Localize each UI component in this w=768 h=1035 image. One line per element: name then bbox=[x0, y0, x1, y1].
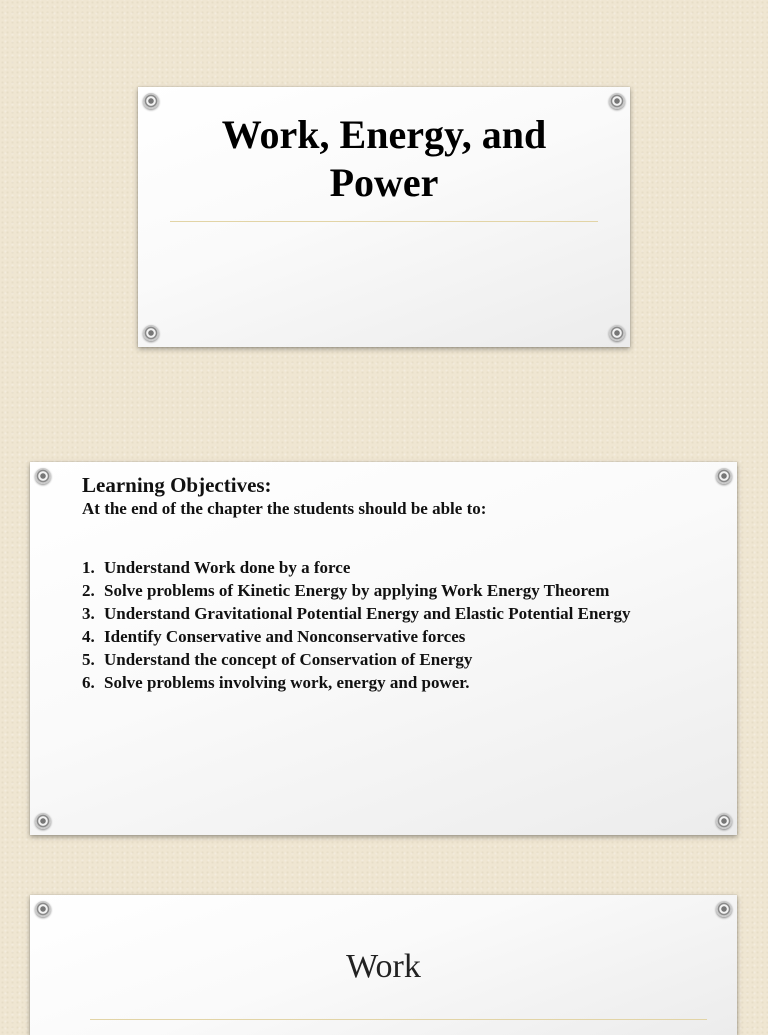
objective-item bbox=[82, 602, 642, 625]
objective-number: 2. bbox=[82, 581, 95, 600]
pushpin-icon bbox=[609, 325, 625, 341]
objective-text: Solve problems involving work, energy and power. bbox=[104, 673, 470, 692]
pushpin-icon bbox=[609, 93, 625, 109]
objective-number: 4. bbox=[82, 627, 95, 646]
work-divider bbox=[90, 1019, 707, 1020]
objective-item bbox=[82, 556, 642, 579]
objectives-heading: Learning Objectives: bbox=[82, 473, 272, 497]
pushpin-icon bbox=[143, 325, 159, 341]
title-line-1: Work, Energy, and bbox=[221, 112, 547, 157]
work-slide-title: Work bbox=[346, 948, 421, 985]
objective-text: Understand Work done by a force bbox=[104, 558, 351, 577]
objectives-slide bbox=[30, 462, 737, 835]
pushpin-icon bbox=[716, 813, 732, 829]
objective-item bbox=[82, 625, 642, 648]
objective-item bbox=[82, 648, 642, 671]
title-slide bbox=[138, 87, 630, 347]
objective-number: 1. bbox=[82, 558, 95, 577]
presentation-title bbox=[138, 111, 630, 207]
objectives-list bbox=[82, 556, 642, 694]
objective-number: 5. bbox=[82, 650, 95, 669]
objective-text: Understand the concept of Conservation of Energy bbox=[104, 650, 473, 669]
objective-item bbox=[82, 671, 642, 694]
objective-number: 6. bbox=[82, 673, 95, 692]
pushpin-icon bbox=[35, 901, 51, 917]
pushpin-icon bbox=[35, 468, 51, 484]
pushpin-icon bbox=[716, 901, 732, 917]
objective-text: Identify Conservative and Nonconservative forces bbox=[104, 627, 466, 646]
work-slide bbox=[30, 895, 737, 1035]
objectives-intro: At the end of the chapter the students should be able to: bbox=[82, 499, 487, 518]
title-line-2: Power bbox=[329, 160, 439, 205]
objective-text: Solve problems of Kinetic Energy by applying Work Energy Theorem bbox=[104, 581, 610, 600]
pushpin-icon bbox=[143, 93, 159, 109]
pushpin-icon bbox=[716, 468, 732, 484]
objective-text: Understand Gravitational Potential Energy and Elastic Potential Energy bbox=[104, 604, 631, 623]
objective-number: 3. bbox=[82, 604, 95, 623]
objective-item bbox=[82, 579, 642, 602]
title-divider bbox=[170, 221, 598, 222]
pushpin-icon bbox=[35, 813, 51, 829]
